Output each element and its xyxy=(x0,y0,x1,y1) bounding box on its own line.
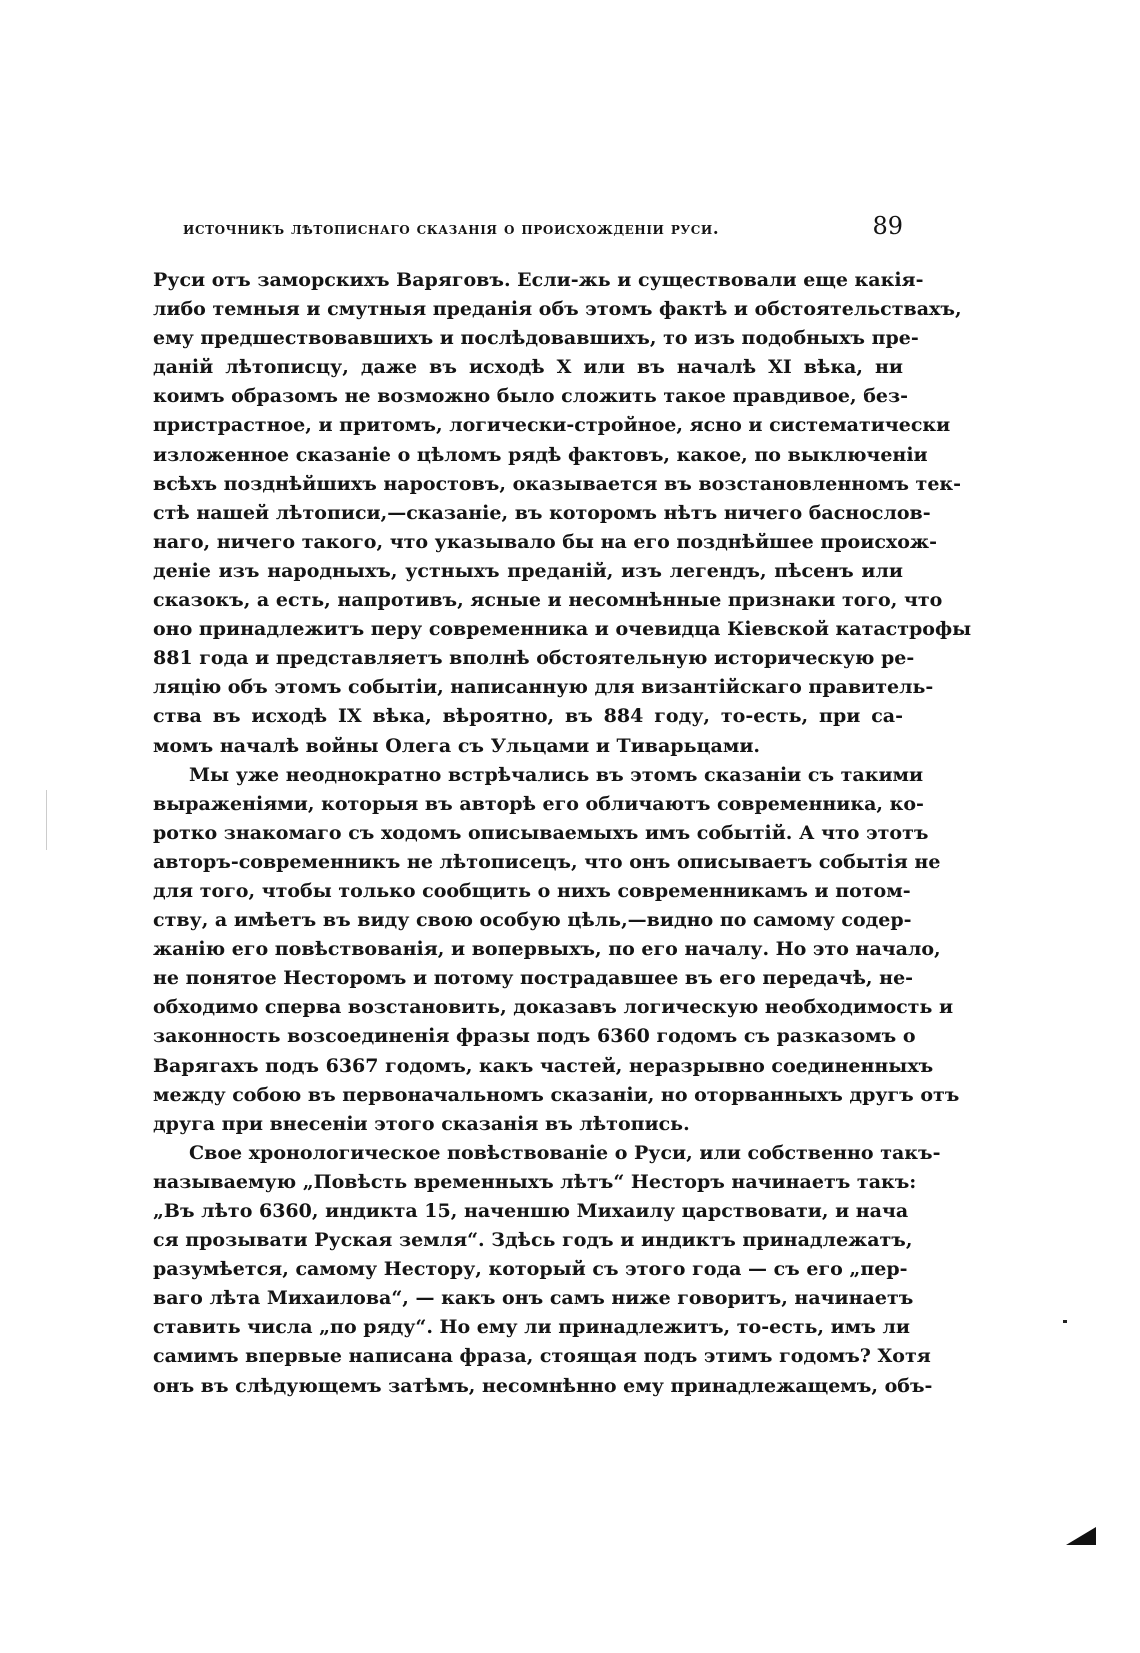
text-line: онъ въ слѣдующемъ затѣмъ, несомнѣнно ему принадлежащемъ, объ- xyxy=(153,1374,933,1397)
text-line: Мы уже неоднократно встрѣчались въ этомъ сказаніи съ такими xyxy=(189,763,924,786)
text-line: ства въ исходѣ IX вѣка, вѣроятно, въ 884 году, то-есть, при са- xyxy=(153,705,903,728)
text-line: выраженіями, которыя въ авторѣ его обличаютъ современника, ко- xyxy=(153,792,924,815)
page-corner-mark xyxy=(1066,1527,1096,1545)
text-line: всѣхъ позднѣйшихъ наростовъ, оказывается въ возстановленномъ тек- xyxy=(153,472,962,495)
paragraph xyxy=(153,266,972,761)
text-line: законность возсоединенія фразы подъ 6360 годомъ съ разказомъ о xyxy=(153,1025,916,1048)
text-line: 881 года и представляетъ вполнѣ обстоятельную историческую ре- xyxy=(153,647,915,670)
text-line: друга при внесеніи этого сказанія въ лѣтопись. xyxy=(153,1112,690,1135)
text-line: между собою въ первоначальномъ сказаніи, но оторванныхъ другъ отъ xyxy=(153,1083,960,1106)
paragraph xyxy=(153,1139,941,1401)
text-line: „Въ лѣто 6360, индикта 15, наченшю Михаилу царствовати, и нача xyxy=(153,1200,909,1222)
text-line: называемую „Повѣсть временныхъ лѣтъ“ Несторъ начинаетъ такъ: xyxy=(153,1170,917,1193)
text-line: ся прозывати Руская земля“. Здѣсь годъ и индиктъ принадлежатъ, xyxy=(153,1229,913,1252)
text-line: даній лѣтописцу, даже въ исходѣ X или въ началѣ XI вѣка, ни xyxy=(153,356,903,379)
text-line: ротко знакомаго съ ходомъ описываемыхъ имъ событій. А что этотъ xyxy=(153,821,929,844)
body-text xyxy=(153,266,972,1401)
text-line: обходимо сперва возстановить, доказавъ логическую необходимость и xyxy=(153,996,954,1019)
text-line: разумѣется, самому Нестору, который съ этого года — съ его „пер- xyxy=(153,1258,908,1281)
text-line: либо темныя и смутныя преданія объ этомъ фактѣ и обстоятельствахъ, xyxy=(153,298,962,321)
text-line: оно принадлежитъ перу современника и очевидца Кіевской катастрофы xyxy=(153,618,972,641)
text-line: стѣ нашей лѣтописи,—сказаніе, въ которомъ нѣтъ ничего баснослов- xyxy=(153,501,931,524)
text-line: ству, а имѣетъ въ виду свою особую цѣль,—видно по самому содер- xyxy=(153,909,912,932)
text-line: сказокъ, а есть, напротивъ, ясные и несомнѣнные признаки того, что xyxy=(153,589,943,612)
text-line: изложенное сказаніе о цѣломъ рядѣ фактовъ, какое, по выключеніи xyxy=(153,443,928,466)
text-line: наго, ничего такого, что указывало бы на его позднѣйшее происхож- xyxy=(153,530,937,553)
scan-margin-line xyxy=(46,790,47,850)
text-line: деніе изъ народныхъ, устныхъ преданій, изъ легендъ, пѣсенъ или xyxy=(153,559,903,582)
text-line: момъ началѣ войны Олега съ Ульцами и Тиварьцами. xyxy=(153,734,761,757)
text-line: жанію его повѣствованія, и вопервыхъ, по его началу. Но это начало, xyxy=(153,938,941,961)
text-line: Свое хронологическое повѣствованіе о Руси, или собственно такъ- xyxy=(189,1141,941,1164)
text-line: пристрастное, и притомъ, логически-стройное, ясно и систематически xyxy=(153,414,951,437)
text-line: коимъ образомъ не возможно было сложить такое правдивое, без- xyxy=(153,385,908,408)
text-line: ему предшествовавшихъ и послѣдовавшихъ, то изъ подобныхъ пре- xyxy=(153,327,919,350)
text-line: для того, чтобы только сообщить о нихъ современникамъ и потом- xyxy=(153,879,911,902)
page-header xyxy=(183,212,903,244)
text-line: ставить числа „по ряду“. Но ему ли принадлежитъ, то-есть, имъ ли xyxy=(153,1316,910,1339)
text-line: не понятое Несторомъ и потому пострадавшее въ его передачѣ, не- xyxy=(153,967,914,990)
text-line: самимъ впервые написана фраза, стоящая подъ этимъ годомъ? Хотя xyxy=(153,1345,931,1368)
scan-dot-mark xyxy=(1063,1320,1067,1323)
text-line: Варягахъ подъ 6367 годомъ, какъ частей, неразрывно соединенныхъ xyxy=(153,1054,934,1077)
paragraph xyxy=(153,761,960,1139)
page-number: 89 xyxy=(872,212,903,240)
text-line: Руси отъ заморскихъ Варяговъ. Если-жь и существовали еще какія- xyxy=(153,269,924,291)
running-title: источникъ лѣтописнаго сказанія о происхожденіи руси. xyxy=(183,219,720,238)
text-line: авторъ-современникъ не лѣтописецъ, что онъ описываетъ событія не xyxy=(153,850,941,873)
text-line: ляцію объ этомъ событіи, написанную для византійскаго правитель- xyxy=(153,676,934,699)
text-line: ваго лѣта Михаилова“, — какъ онъ самъ ниже говоритъ, начинаетъ xyxy=(153,1287,914,1310)
